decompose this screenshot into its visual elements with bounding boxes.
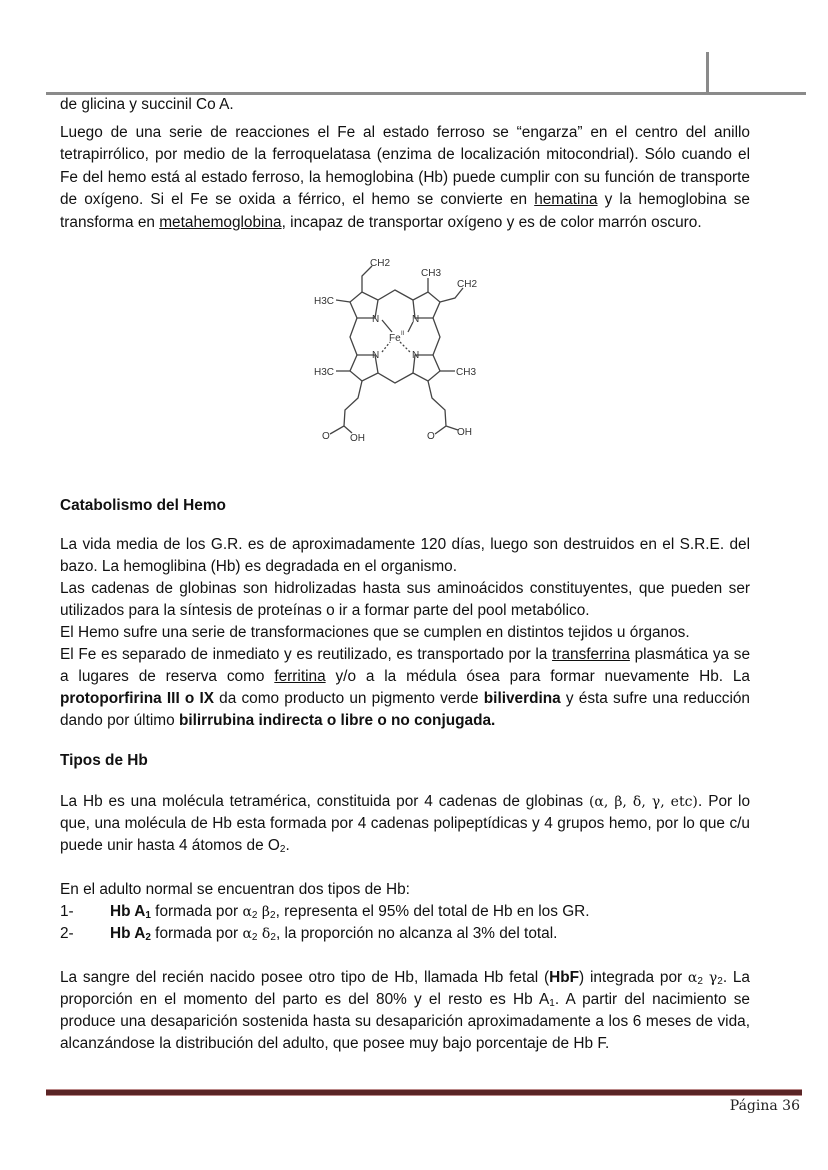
term-hbf: HbF	[549, 969, 580, 987]
text: da como producto un pigmento verde	[214, 690, 484, 708]
text: Por lo que, una molécula de Hb esta formada por 4 cadenas polipeptídicas y 4 grupos hemo, por lo que c/u puede unir hasta 4 átomos de O	[60, 793, 751, 855]
paragraph-text	[60, 122, 750, 234]
subscript: 1	[549, 998, 555, 1010]
text: .	[285, 837, 290, 855]
text: y ésta sufre una reducción dando por último	[60, 690, 750, 730]
greek-chains: (α, β, δ, γ, etc).	[588, 794, 703, 811]
subscript: 2	[270, 910, 276, 922]
paragraph	[60, 791, 750, 857]
paragraph: Las cadenas de globinas son hidrolizadas hasta sus aminoácidos constituyentes, que pueden ser utilizados para la síntesis de proteínas o ir a formar parte del pool metabólico.	[60, 580, 750, 620]
label-n: N	[412, 314, 420, 325]
label-n: N	[372, 314, 380, 325]
greek: α	[687, 970, 698, 987]
label-o: O	[322, 431, 330, 442]
intro-line	[60, 94, 750, 116]
label-fe-oxidation: II	[401, 331, 405, 337]
subscript: 2	[697, 976, 703, 988]
label-n: N	[372, 350, 380, 361]
term-transferrina: transferrina	[552, 646, 630, 664]
paragraph	[60, 644, 750, 732]
label-ch2: CH2	[457, 279, 478, 290]
subscript: 2	[717, 976, 723, 988]
intro-text: de glicina y succinil Co A.	[60, 96, 234, 113]
hb-name: Hb A	[110, 903, 146, 921]
section-catabolismo	[60, 495, 750, 732]
text: y/o a la médula ósea para formar nuevamente Hb. La	[325, 668, 750, 686]
text: y la hemoglobina se transforma en	[60, 191, 750, 231]
greek: δ	[257, 926, 271, 943]
paragraph-hemo-formation	[60, 122, 750, 234]
label-oh: OH	[350, 433, 365, 444]
paragraph	[60, 967, 750, 1055]
label-o: O	[427, 431, 435, 442]
term-ferritina: ferritina	[274, 668, 326, 686]
heme-structure-diagram	[300, 250, 520, 450]
label-ch3: CH3	[456, 367, 477, 378]
text: La Hb es una molécula tetramérica, constituida por 4 cadenas de globinas	[60, 793, 589, 811]
label-oh: OH	[457, 427, 472, 438]
label-h3c: H3C	[314, 367, 335, 378]
paragraph: En el adulto normal se encuentran dos tipos de Hb:	[60, 881, 410, 899]
label-h3c: H3C	[314, 296, 335, 307]
text: plasmática ya se a lugares de reserva como	[60, 646, 751, 686]
list-item	[60, 923, 750, 945]
paragraph: El Hemo sufre una serie de transformaciones que se cumplen en distintos tejidos u órganos.	[60, 624, 690, 642]
label-fe: Fe	[389, 333, 401, 344]
text: , representa el 95% del total de Hb en los GR.	[275, 903, 590, 921]
greek: α	[242, 926, 252, 943]
paragraph: La vida media de los G.R. es de aproximadamente 120 días, luego son destruidos en el S.R.E. del bazo. La hemoglibina (Hb) es degradada en el organismo.	[60, 536, 750, 576]
section-tipos-hb	[60, 750, 750, 1055]
page-number: Página 36	[729, 1098, 800, 1114]
label-ch2: CH2	[370, 258, 391, 269]
term-metahemoglobina: metahemoglobina	[159, 213, 282, 231]
term-biliverdina: biliverdina	[483, 690, 561, 708]
label-n: N	[412, 350, 420, 361]
subscript: 2	[145, 932, 151, 944]
text: formada por	[150, 925, 243, 943]
term-bilirrubina: bilirrubina indirecta o libre o no conjugada.	[178, 712, 496, 730]
footer-rule	[46, 1089, 802, 1096]
section-heading: Tipos de Hb	[60, 752, 148, 769]
section-heading: Catabolismo del Hemo	[60, 497, 226, 514]
text: Luego de una serie de reacciones el Fe al estado ferroso se “engarza” en el centro del anillo tetrapirrólico, por medio de la ferroquelatasa (enzima de localización mitocondrial). Sólo cuando el Fe del hemo está al estado ferroso, la hemoglobina (Hb) puede cumplir con su función de transporte de oxígeno. Si el Fe se oxida a férrico, el hemo se convierte en	[60, 124, 750, 209]
text: , la proporción no alcanza al 3% del total.	[275, 925, 558, 943]
list-number: 2-	[60, 925, 74, 943]
text: La sangre del recién nacido posee otro tipo de Hb, llamada Hb fetal (	[60, 969, 550, 987]
subscript: 2	[270, 932, 276, 944]
list-number: 1-	[60, 903, 74, 921]
text: ) integrada por	[579, 969, 688, 987]
label-ch3: CH3	[421, 268, 442, 279]
hb-name: Hb A	[110, 925, 146, 943]
term-protoporfirina: protoporfirina III o IX	[60, 690, 215, 708]
text: El Fe es separado de inmediato y es reutilizado, es transportado por la	[60, 646, 553, 664]
text: . La proporción en el momento del parto es del 80% y el resto es Hb A	[60, 969, 750, 1009]
greek: γ	[702, 970, 718, 987]
subscript: 2	[251, 910, 258, 922]
subscript: 2	[279, 844, 286, 856]
text: formada por	[150, 903, 243, 921]
subscript: 1	[145, 910, 151, 922]
greek: β	[257, 904, 271, 921]
text: , incapaz de transportar oxígeno y es de color marrón oscuro.	[281, 213, 702, 231]
header-divider-tick	[706, 52, 709, 94]
subscript: 2	[251, 932, 258, 944]
greek: α	[242, 904, 252, 921]
term-hematina: hematina	[534, 191, 598, 209]
text: . A partir del nacimiento se produce una desaparición sostenida hasta su desaparición aproximadamente a los 6 meses de vida, alcanzándose la distribución del adulto, que posee muy bajo porcentaje de Hb F.	[60, 991, 750, 1053]
list-item	[60, 901, 750, 923]
